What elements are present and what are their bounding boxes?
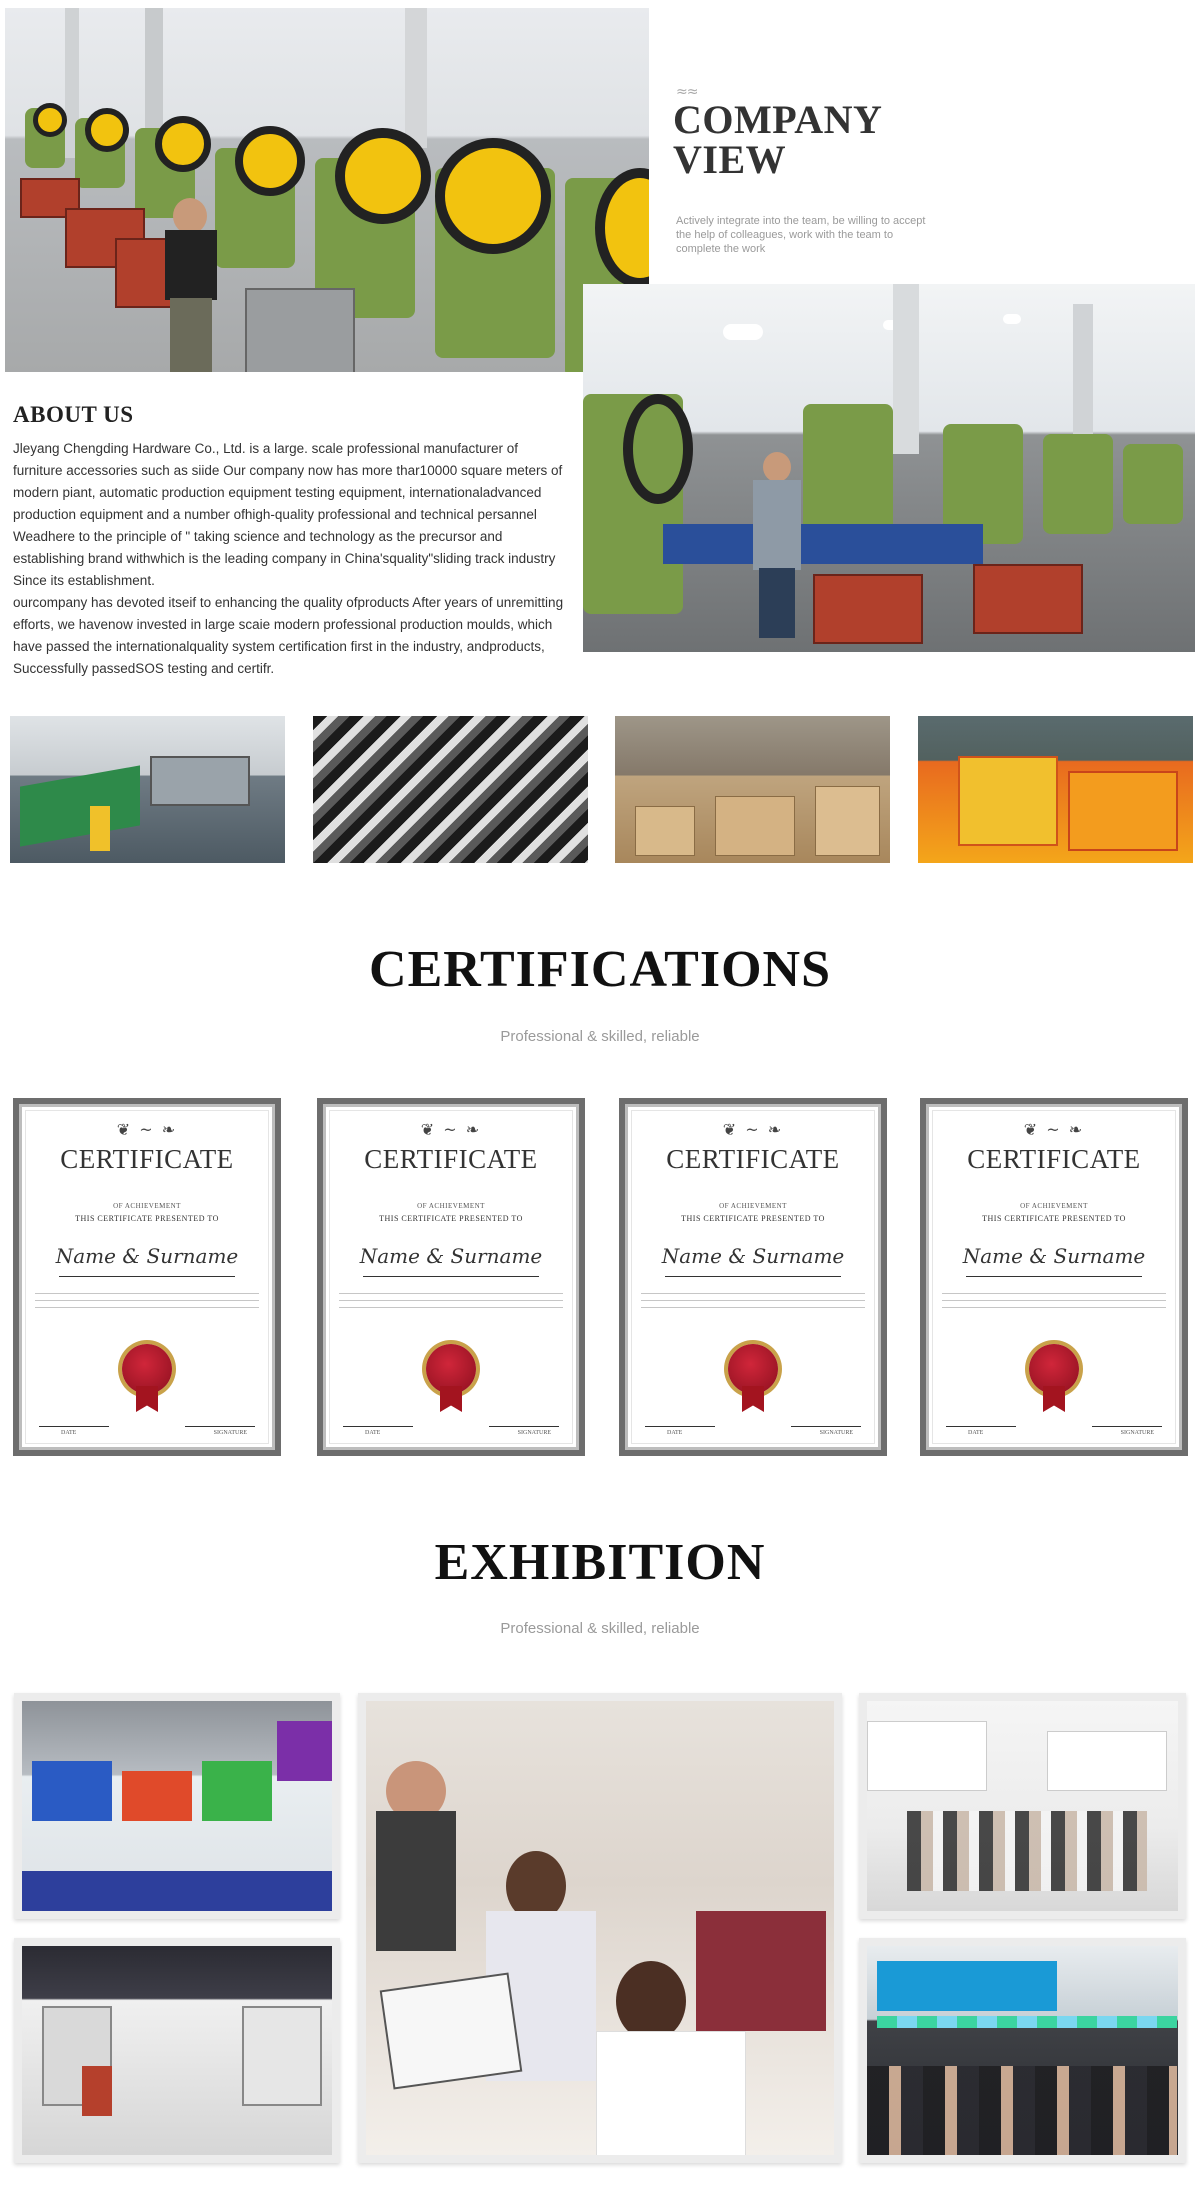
factory-photo-slide-rails — [313, 716, 588, 863]
certificate-subheading: OF ACHIEVEMENT — [417, 1202, 485, 1210]
certificate-date-label: DATE — [61, 1430, 77, 1436]
certificate-signature-label: SIGNATURE — [213, 1430, 247, 1436]
certificate-subheading: OF ACHIEVEMENT — [113, 1202, 181, 1210]
certificate-recipient-name: Name & Surname — [661, 1244, 845, 1268]
certificate-body-text — [641, 1290, 865, 1314]
certificate-signature-label: SIGNATURE — [819, 1430, 853, 1436]
certificate-heading: CERTIFICATE — [666, 1144, 840, 1174]
certificate-subheading: OF ACHIEVEMENT — [719, 1202, 787, 1210]
certificate-heading: CERTIFICATE — [967, 1144, 1141, 1174]
certificate-body-text — [942, 1290, 1166, 1314]
certifications-title: CERTIFICATIONS — [369, 941, 831, 998]
certificate-card-2 — [317, 1098, 585, 1456]
certificate-flourish-icon: ❦ ~ ❧ — [1023, 1120, 1085, 1139]
certificate-card-4 — [920, 1098, 1188, 1456]
certificate-presented-to: THIS CERTIFICATE PRESENTED TO — [75, 1214, 219, 1223]
certificate-presented-to: THIS CERTIFICATE PRESENTED TO — [982, 1214, 1126, 1223]
certificate-body-text — [35, 1290, 259, 1314]
exhibition-title: EXHIBITION — [434, 1534, 766, 1591]
certificate-recipient-name: Name & Surname — [359, 1244, 543, 1268]
exhibition-subtitle: Professional & skilled, reliable — [500, 1620, 700, 1637]
certificate-presented-to: THIS CERTIFICATE PRESENTED TO — [681, 1214, 825, 1223]
certificate-flourish-icon: ❦ ~ ❧ — [722, 1120, 784, 1139]
about-us-body — [13, 438, 568, 680]
certificate-card-3 — [619, 1098, 887, 1456]
factory-photo-packaged-goods — [918, 716, 1193, 863]
certificate-body-text — [339, 1290, 563, 1314]
certificate-heading: CERTIFICATE — [364, 1144, 538, 1174]
certificate-date-label: DATE — [365, 1430, 381, 1436]
factory-photo-assembly — [10, 716, 285, 863]
company-view-description: Actively integrate into the team, be willing to accept the help of colleagues, work with the team to complete the work — [676, 215, 926, 255]
certificate-subheading: OF ACHIEVEMENT — [1020, 1202, 1088, 1210]
certificate-presented-to: THIS CERTIFICATE PRESENTED TO — [379, 1214, 523, 1223]
certificate-flourish-icon: ❦ ~ ❧ — [116, 1120, 178, 1139]
exhibition-photo-white-booth — [859, 1693, 1186, 1919]
certificate-signature-label: SIGNATURE — [517, 1430, 551, 1436]
company-view-title-line2: VIEW — [673, 137, 787, 182]
exhibition-photo-visitors-meeting — [358, 1693, 842, 2163]
certificate-flourish-icon: ❦ ~ ❧ — [420, 1120, 482, 1139]
company-view-title-line1: COMPANY — [673, 97, 883, 142]
factory-photo-press-line — [5, 8, 655, 378]
certificate-recipient-name: Name & Surname — [962, 1244, 1146, 1268]
certificate-date-label: DATE — [968, 1430, 984, 1436]
company-view-title — [673, 97, 923, 182]
exhibition-photo-hall-overview — [14, 1693, 340, 1919]
certifications-subtitle: Professional & skilled, reliable — [500, 1028, 700, 1045]
certificate-recipient-name: Name & Surname — [55, 1244, 239, 1268]
certificate-signature-label: SIGNATURE — [1120, 1430, 1154, 1436]
exhibition-photo-crowd — [859, 1938, 1186, 2163]
factory-photo-workshop — [583, 284, 1195, 652]
wave-decoration-icon: ≈≈ — [676, 84, 698, 100]
certificate-heading: CERTIFICATE — [60, 1144, 234, 1174]
exhibition-photo-booth-aisle — [14, 1938, 340, 2163]
certificate-card-1 — [13, 1098, 281, 1456]
factory-photo-warehouse-boxes — [615, 716, 890, 863]
certificate-date-label: DATE — [667, 1430, 683, 1436]
about-paragraph-2: ourcompany has devoted itseif to enhancing the quality ofproducts After years of unremitting efforts, we havenow invested in large scaie modern professional production moulds, which have passed the internationalquality system certification first in the industry, andproducts, Successfully passedSOS testing and certifr. — [13, 595, 564, 676]
about-paragraph-1: Jleyang Chengding Hardware Co., Ltd. is a large. scale professional manufacturer of furniture accessories such as siide Our company now has more thar10000 square meters of modern piant, automatic production equipment testing equipment, internationaladvanced production equipment and a number ofhigh-quality professional and technical persannel Weadhere to the principle of " taking science and technology as the precursor and establishing brand withwhich is the leading company in China'squality"sliding track industry Since its establishment. — [13, 441, 563, 588]
about-us-title: ABOUT US — [13, 402, 134, 427]
